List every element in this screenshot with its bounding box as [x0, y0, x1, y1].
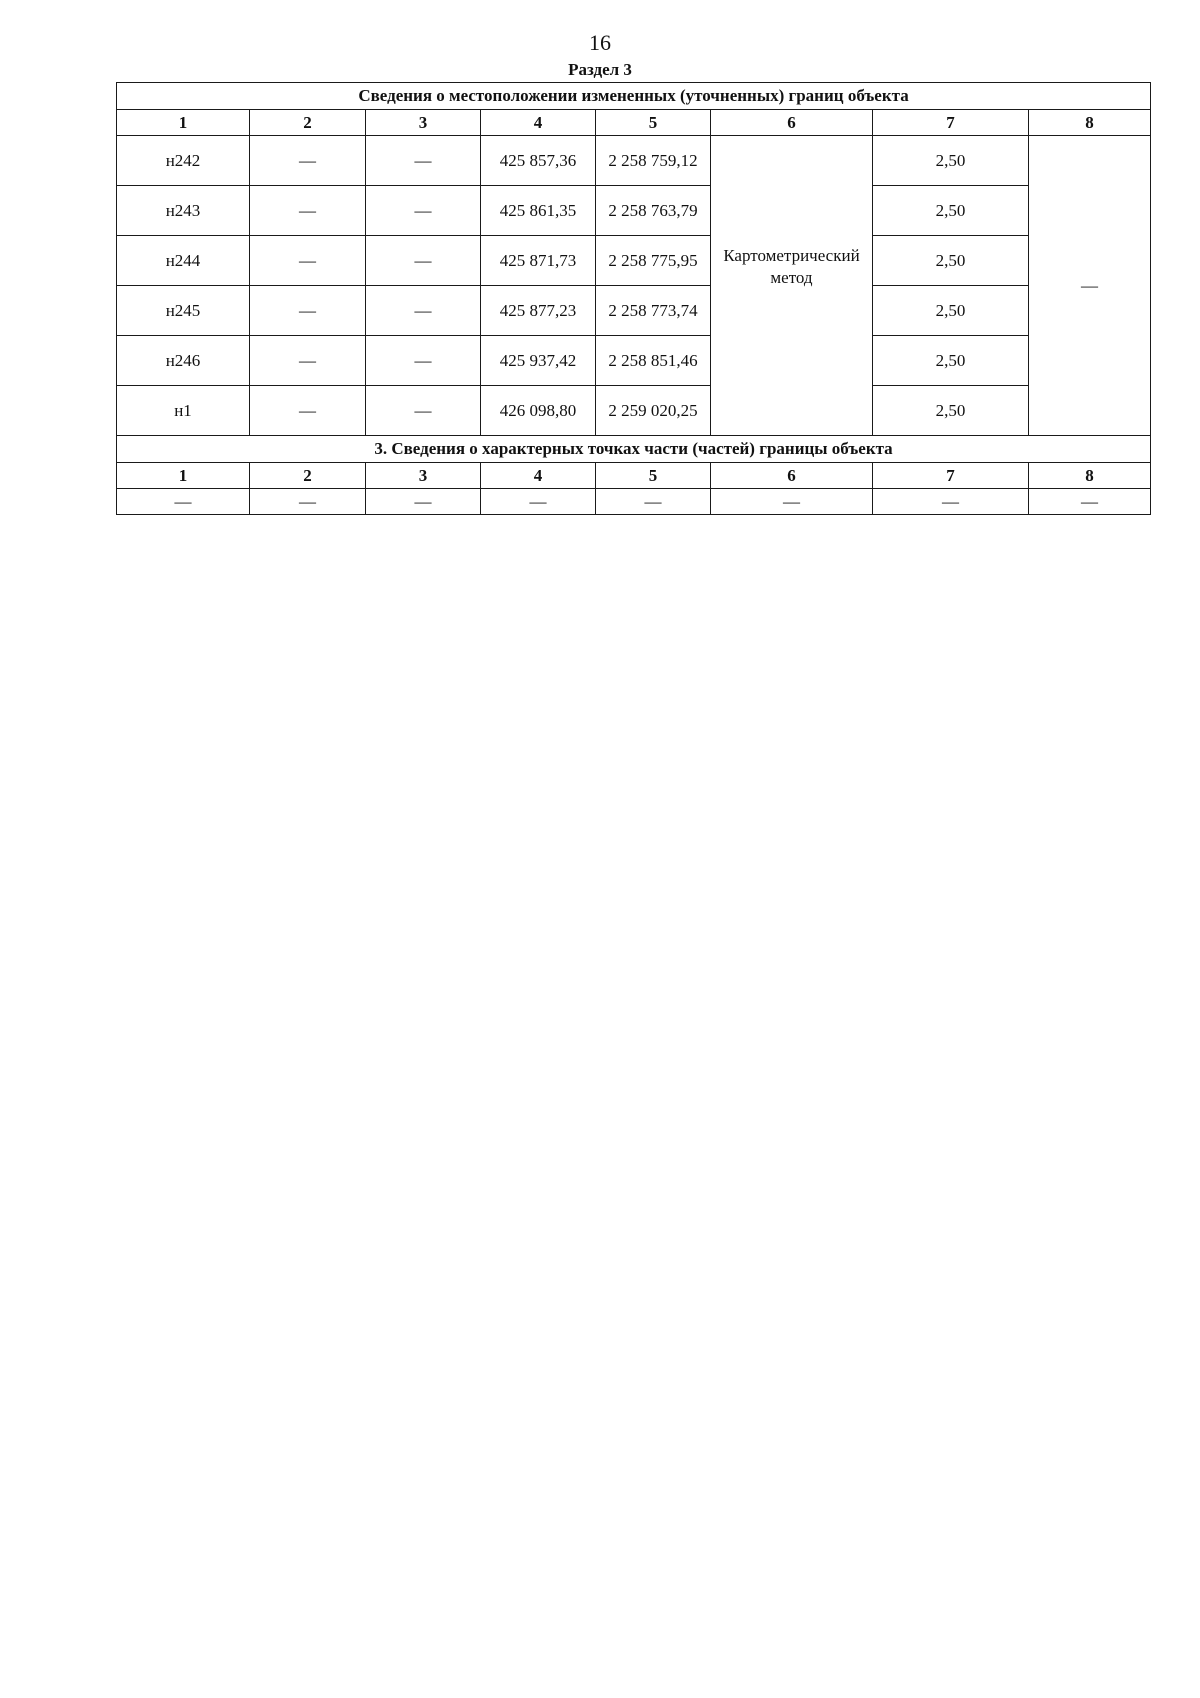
column-number: 3: [366, 110, 481, 136]
coordinate-y: 2 258 759,12: [596, 136, 711, 186]
table-row: [117, 489, 1151, 515]
page-number: 16: [589, 30, 611, 55]
column-number: 6: [711, 463, 873, 489]
column-number: 2: [250, 463, 366, 489]
table-row: [117, 136, 1151, 186]
sub-column-number-row: [117, 463, 1151, 489]
accuracy: 2,50: [873, 236, 1029, 286]
empty-dash-cell: —: [366, 336, 481, 386]
point-name: н246: [117, 336, 250, 386]
coordinate-y: 2 258 763,79: [596, 186, 711, 236]
coordinate-x: 426 098,80: [481, 386, 596, 436]
column-number: 8: [1029, 110, 1151, 136]
column-number: 1: [117, 110, 250, 136]
table-row: [117, 386, 1151, 436]
point-name: н243: [117, 186, 250, 236]
empty-dash-cell: —: [366, 186, 481, 236]
coordinate-x: 425 871,73: [481, 236, 596, 286]
accuracy: 2,50: [873, 336, 1029, 386]
accuracy: 2,50: [873, 286, 1029, 336]
point-name: н244: [117, 236, 250, 286]
accuracy: 2,50: [873, 186, 1029, 236]
column-8-cell: —: [1029, 136, 1151, 436]
empty-dash-cell: —: [366, 136, 481, 186]
coordinate-y: 2 259 020,25: [596, 386, 711, 436]
column-number-row: [117, 110, 1151, 136]
table-caption: Сведения о местоположении измененных (уточненных) границ объекта: [117, 83, 1151, 110]
coordinate-y: 2 258 773,74: [596, 286, 711, 336]
empty-dash-cell: —: [1029, 489, 1151, 515]
sub-table-caption: 3. Сведения о характерных точках части (частей) границы объекта: [117, 436, 1151, 463]
table-row: [117, 186, 1151, 236]
accuracy: 2,50: [873, 386, 1029, 436]
empty-dash-cell: —: [250, 386, 366, 436]
empty-dash-cell: —: [250, 236, 366, 286]
point-name: н242: [117, 136, 250, 186]
column-number: 7: [873, 463, 1029, 489]
accuracy: 2,50: [873, 136, 1029, 186]
empty-dash-cell: —: [250, 336, 366, 386]
empty-dash-cell: —: [250, 136, 366, 186]
empty-dash-cell: —: [366, 286, 481, 336]
column-number: 8: [1029, 463, 1151, 489]
empty-dash-cell: —: [873, 489, 1029, 515]
point-name: н245: [117, 286, 250, 336]
coordinate-x: 425 861,35: [481, 186, 596, 236]
coordinate-x: 425 877,23: [481, 286, 596, 336]
coordinate-y: 2 258 775,95: [596, 236, 711, 286]
column-number: 5: [596, 110, 711, 136]
coordinate-x: 425 937,42: [481, 336, 596, 386]
empty-dash-cell: —: [711, 489, 873, 515]
empty-dash-cell: —: [250, 489, 366, 515]
table-row: [117, 286, 1151, 336]
empty-dash-cell: —: [366, 489, 481, 515]
empty-dash-cell: —: [250, 186, 366, 236]
column-number: 3: [366, 463, 481, 489]
coordinate-y: 2 258 851,46: [596, 336, 711, 386]
empty-dash-cell: —: [366, 236, 481, 286]
empty-dash-cell: —: [250, 286, 366, 336]
point-name: н1: [117, 386, 250, 436]
empty-dash-cell: —: [596, 489, 711, 515]
empty-dash-cell: —: [117, 489, 250, 515]
boundary-table: [116, 82, 1151, 515]
coordinate-x: 425 857,36: [481, 136, 596, 186]
method-cell: Картометрический метод: [711, 136, 873, 436]
column-number: 1: [117, 463, 250, 489]
column-number: 5: [596, 463, 711, 489]
empty-dash-cell: —: [366, 386, 481, 436]
column-number: 4: [481, 110, 596, 136]
empty-dash-cell: —: [481, 489, 596, 515]
column-number: 7: [873, 110, 1029, 136]
section-title: Раздел 3: [568, 60, 632, 79]
column-number: 6: [711, 110, 873, 136]
column-number: 4: [481, 463, 596, 489]
table-row: [117, 336, 1151, 386]
column-number: 2: [250, 110, 366, 136]
table-row: [117, 236, 1151, 286]
